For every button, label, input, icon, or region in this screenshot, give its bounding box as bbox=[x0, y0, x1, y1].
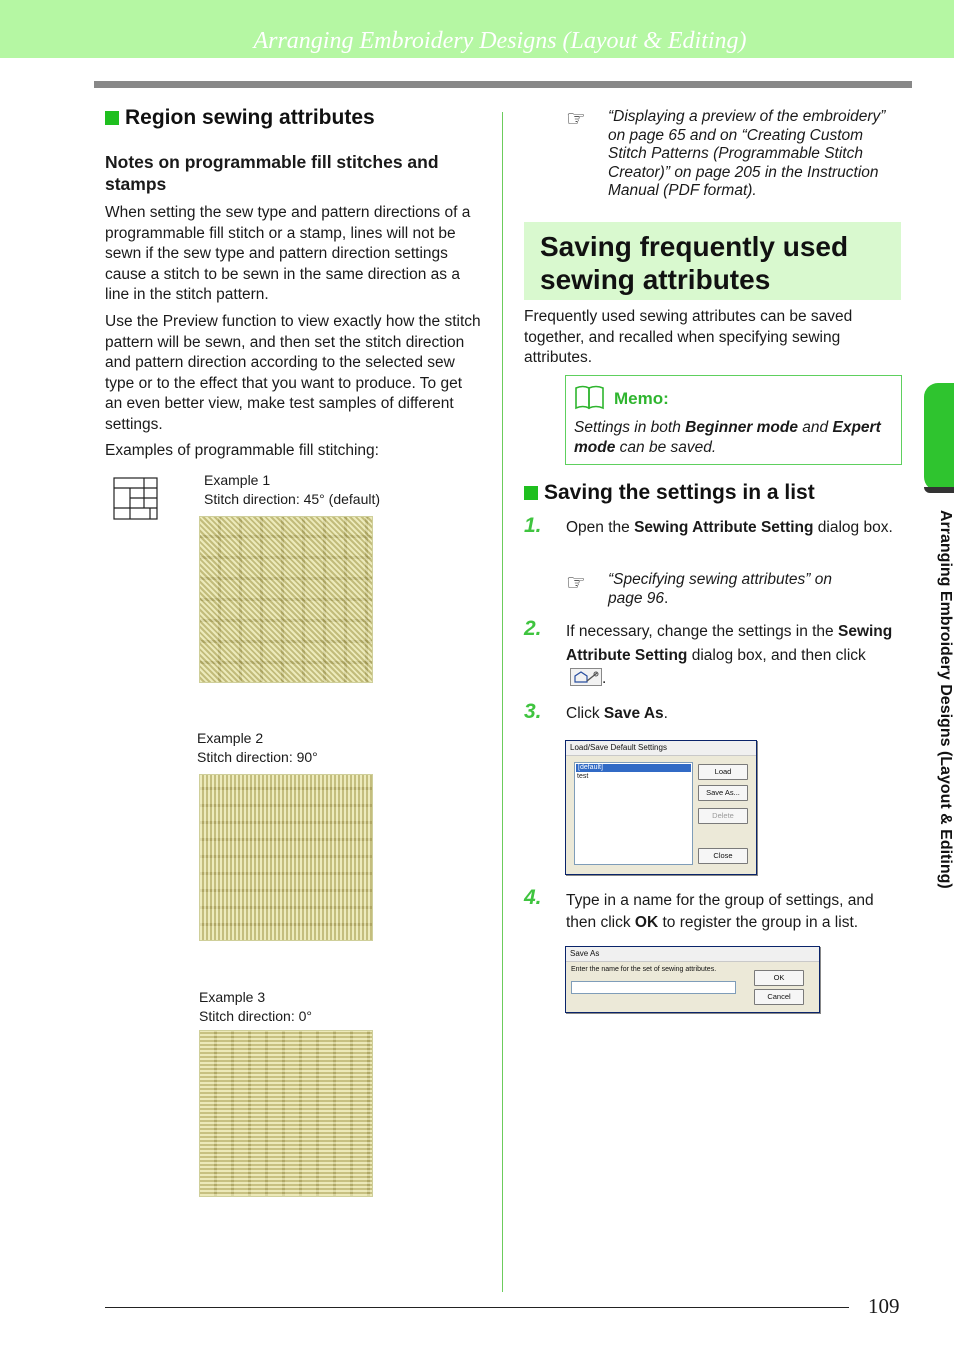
cancel-button[interactable]: Cancel bbox=[754, 989, 804, 1005]
step-4-bold: OK bbox=[634, 914, 659, 931]
paragraph-2: Use the Preview function to view exactly how the stitch pattern will be sewn, and then set the stitch direction and pattern direction according to the selected sew type or to the effect that you want to produce. To get an even better view, make test samples of different settings. bbox=[105, 313, 481, 433]
close-button[interactable]: Close bbox=[698, 848, 748, 864]
list-item[interactable]: test bbox=[577, 773, 589, 780]
subheading-notes: Notes on programmable fill stitches and stamps bbox=[105, 152, 439, 194]
step-2-period: . bbox=[602, 670, 607, 687]
save-as-dialog-title: Save As bbox=[566, 947, 819, 962]
step-2-text bbox=[566, 620, 896, 691]
step-4-post: to register the group in a list. bbox=[658, 914, 859, 931]
ok-button[interactable]: OK bbox=[754, 970, 804, 986]
load-save-dialog-title: Load/Save Default Settings bbox=[566, 741, 756, 756]
page-number: 109 bbox=[868, 1294, 900, 1318]
step-2-bold: Sewing Attribute Setting bbox=[566, 623, 893, 664]
step-3-pre: Click bbox=[566, 705, 604, 722]
book-icon bbox=[574, 384, 606, 410]
example-1-stitch-image bbox=[199, 516, 373, 683]
header-title: Arranging Embroidery Designs (Layout & Editing) bbox=[253, 28, 747, 54]
example-3-stitch-image bbox=[199, 1030, 373, 1197]
footer-rule bbox=[105, 1307, 849, 1308]
section-title-list bbox=[524, 481, 815, 505]
save-section-title: Saving frequently used sewing attributes bbox=[540, 231, 849, 295]
memo-label: Memo: bbox=[614, 389, 669, 408]
pointing-hand-icon: ☞ bbox=[566, 106, 586, 131]
step-1-reference-tail: . bbox=[664, 589, 669, 607]
section-title-text: Region sewing attributes bbox=[125, 106, 375, 129]
step-1-post: dialog box. bbox=[813, 519, 893, 536]
save-as-button[interactable]: Save As... bbox=[698, 785, 748, 801]
step-2-post: dialog box, and then click bbox=[687, 646, 866, 664]
side-chapter-title: Arranging Embroidery Designs (Layout & Editing) bbox=[937, 510, 954, 889]
load-button[interactable]: Load bbox=[698, 764, 748, 780]
example-2-direction: Stitch direction: 90° bbox=[197, 749, 318, 765]
chapter-side-tab bbox=[924, 383, 954, 491]
memo-text-pre: Settings in both bbox=[574, 419, 686, 436]
step-2-number: 2. bbox=[524, 617, 542, 640]
example-2-stitch-image bbox=[199, 774, 373, 941]
section-title-region bbox=[105, 106, 375, 130]
paragraph-1: When setting the sew type and pattern directions of a programmable fill stitch or a stamp, lines will not be sewn if the sew type and pattern direction settings cause a stitch to be sewn in the same direction as a line in the stitch pattern. bbox=[105, 204, 471, 303]
reference-preview-link[interactable]: “Displaying a preview of the embroidery” on page 65 and on “Creating Custom Stitch Patterns (Programmable Stitch Creator)” on page 205 in the Instruction Manual (PDF format). bbox=[608, 108, 886, 199]
step-1-number: 1. bbox=[524, 514, 542, 537]
pointing-hand-icon: ☞ bbox=[566, 570, 586, 595]
save-intro: Frequently used sewing attributes can be saved together, and recalled when specifying sewing attributes. bbox=[524, 308, 853, 366]
memo-text-mid: and bbox=[798, 419, 833, 436]
step-4-pre: Type in a name for the group of settings, and then click bbox=[566, 892, 874, 931]
examples-intro: Examples of programmable fill stitching: bbox=[105, 442, 379, 459]
step-1-bold: Sewing Attribute Setting bbox=[634, 519, 814, 536]
example-2-label: Example 2 bbox=[197, 730, 264, 746]
memo-text-post: can be saved. bbox=[615, 438, 717, 456]
chapter-side-tab-shadow bbox=[924, 487, 954, 493]
example-1-direction: Stitch direction: 45° (default) bbox=[204, 491, 381, 507]
step-1-text bbox=[566, 517, 896, 539]
list-title-text: Saving the settings in a list bbox=[544, 481, 815, 504]
step-1-reference[interactable] bbox=[608, 571, 868, 608]
save-as-prompt: Enter the name for the set of sewing attributes. bbox=[571, 966, 717, 973]
delete-button[interactable]: Delete bbox=[698, 808, 748, 824]
step-3-number: 3. bbox=[524, 700, 542, 723]
save-as-dialog bbox=[565, 946, 820, 1013]
list-item[interactable]: [default] bbox=[576, 764, 691, 772]
step-1-pre: Open the bbox=[566, 519, 635, 536]
settings-listbox[interactable] bbox=[574, 762, 693, 865]
top-rule bbox=[94, 81, 912, 88]
green-square-icon bbox=[524, 486, 538, 500]
example-3-direction: Stitch direction: 0° bbox=[199, 1008, 312, 1024]
example-1-label: Example 1 bbox=[204, 472, 271, 488]
step-2-pre: If necessary, change the settings in the bbox=[566, 623, 838, 640]
green-square-icon bbox=[105, 111, 119, 125]
step-4-text bbox=[566, 890, 901, 934]
step-3-post: . bbox=[663, 705, 668, 722]
column-divider bbox=[502, 112, 503, 1292]
step-3-text bbox=[566, 704, 896, 725]
memo-bold-expert: Expert mode bbox=[574, 419, 881, 456]
save-settings-toolbar-icon[interactable] bbox=[570, 668, 602, 686]
fill-pattern-grid-icon bbox=[113, 477, 159, 521]
load-save-dialog bbox=[565, 740, 757, 875]
memo-bold-beginner: Beginner mode bbox=[685, 419, 798, 436]
memo-text bbox=[574, 418, 894, 457]
step-1-reference-text[interactable]: “Specifying sewing attributes” on page 96 bbox=[608, 571, 833, 607]
settings-name-input[interactable] bbox=[571, 981, 736, 994]
example-3-label: Example 3 bbox=[199, 989, 266, 1005]
step-3-bold: Save As bbox=[603, 705, 664, 722]
step-4-number: 4. bbox=[524, 886, 542, 909]
